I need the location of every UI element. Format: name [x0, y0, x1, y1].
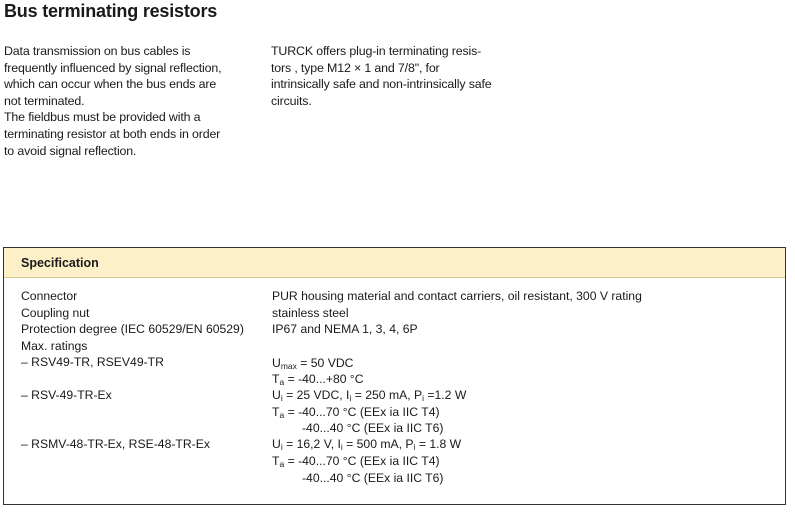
- intro-left-line: The fieldbus must be provided with a: [4, 110, 201, 125]
- model-rsv49-label: – RSV49-TR, RSEV49-TR: [21, 355, 164, 369]
- intro-right-paragraph: [271, 43, 521, 109]
- intro-left-paragraph: [4, 43, 254, 159]
- intro-right-line: intrinsically safe and non-intrinsically safe: [271, 77, 492, 92]
- model-rsmv48-ex-temperature: $T_a = -40...70$ °C (EEx ia IIC T4): [272, 454, 440, 469]
- max-ratings-label: Max. ratings: [21, 338, 88, 353]
- model-rsmv48-ex-electrical: $U_i = 16,2$ V, $I_i = 500$ mA, $P_i = 1.8$ W: [272, 437, 462, 452]
- model-rsv49-ex-temperature: $T_a = -40...70$ °C (EEx ia IIC T4): [272, 404, 440, 420]
- connector-value: PUR housing material and contact carriers, oil resistant, 300 V rating: [272, 289, 642, 303]
- page-title: Bus terminating resistors: [4, 1, 218, 21]
- model-rsmv48-ex-label: – RSMV-48-TR-Ex, RSE-48-TR-Ex: [21, 437, 210, 451]
- intro-right-line: TURCK offers plug-in terminating resis-: [271, 44, 482, 58]
- model-rsv49-ex-label: – RSV-49-TR-Ex: [21, 388, 112, 402]
- model-rsv49-temperature: $T_a = -40...+80$ °C: [272, 372, 364, 387]
- intro-left-line: terminating resistor at both ends in order: [4, 126, 221, 141]
- specification-box: [3, 247, 786, 505]
- intro-left-line: to avoid signal reflection.: [4, 143, 137, 158]
- connector-label: Connector: [21, 289, 78, 303]
- intro-left-line: frequently influenced by signal reflection,: [4, 60, 222, 75]
- model-rsmv48-ex-temperature-t6: -40...40 °C (EEx ia IIC T6): [302, 470, 444, 485]
- intro-left-line: which can occur when the bus ends are: [4, 77, 217, 92]
- coupling-nut-label: Coupling nut: [21, 305, 90, 320]
- protection-degree-label: Protection degree (IEC 60529/EN 60529): [21, 322, 244, 336]
- model-rsv49-ex-electrical: $U_i = 25$ VDC, $I_i = 250$ mA, $P_i =1.2$ W: [272, 388, 467, 403]
- intro-right-line: circuits.: [271, 93, 312, 108]
- intro-left-line: Data transmission on bus cables is: [4, 44, 191, 58]
- protection-degree-value: IP67 and NEMA 1, 3, 4, 6P: [272, 322, 418, 336]
- specification-header: Specification: [4, 248, 785, 278]
- intro-right-line: tors , type M12 × 1 and 7/8", for: [271, 60, 440, 75]
- coupling-nut-value: stainless steel: [272, 305, 349, 320]
- intro-left-line: not terminated.: [4, 93, 85, 108]
- model-rsv49-ex-temperature-t6: -40...40 °C (EEx ia IIC T6): [302, 421, 444, 435]
- model-rsv49-voltage: $U_{max} = 50$ VDC: [272, 356, 354, 371]
